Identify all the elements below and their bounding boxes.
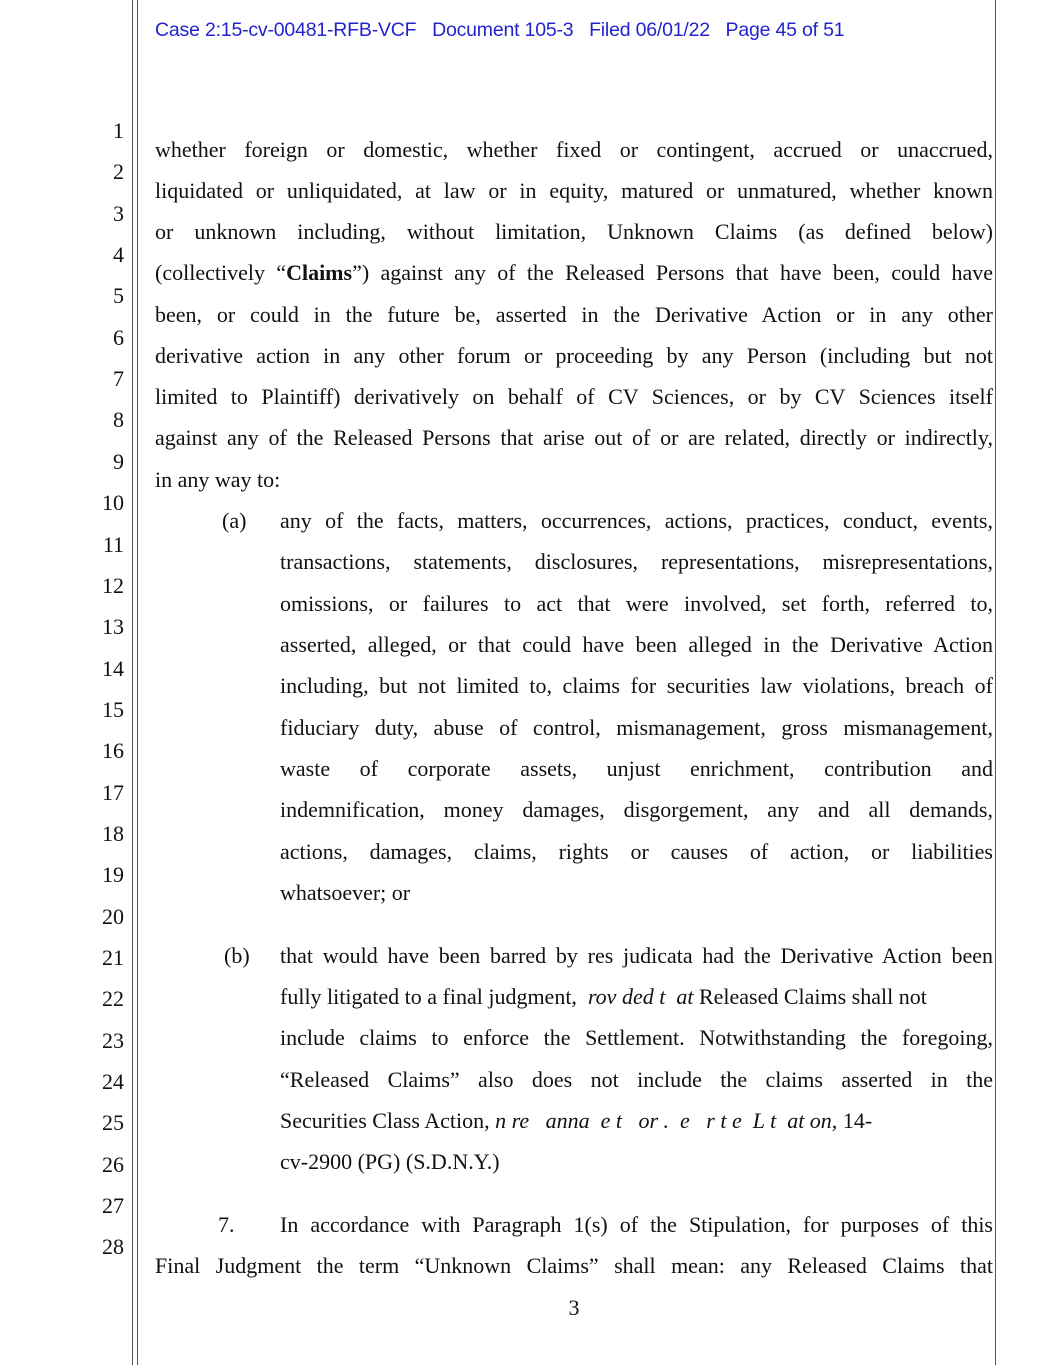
- text: 14-: [837, 1108, 873, 1133]
- line-number: 3: [113, 200, 124, 226]
- body-line: against any of the Released Persons that arise out of or are related, directly or indirectly,: [155, 425, 993, 450]
- line-number: 21: [102, 945, 124, 970]
- item-a-line: indemnification, money damages, disgorgement, any and all demands,: [280, 797, 993, 823]
- line-number: 4: [113, 242, 124, 268]
- body-line: limited to Plaintiff) derivatively on behalf of CV Sciences, or by CV Sciences itself: [155, 384, 993, 409]
- line-number: 9: [113, 448, 124, 474]
- item-b-line: cv-2900 (PG) (S.D.N.Y.): [280, 1149, 500, 1174]
- line-number: 25: [102, 1110, 124, 1136]
- body-line: [155, 258, 993, 288]
- line-number: 26: [102, 1151, 124, 1177]
- item-a-line: fiduciary duty, abuse of control, mismanagement, gross mismanagement,: [280, 714, 993, 740]
- page-number: 3: [568, 1295, 580, 1320]
- item-b-line: “Released Claims” also does not include the claims asserted in the: [280, 1067, 993, 1092]
- line-number: 23: [102, 1027, 124, 1053]
- item-b-label: (b): [224, 943, 250, 968]
- line-number: 7: [113, 366, 124, 392]
- line-number: 2: [113, 159, 124, 185]
- line-number: 12: [102, 572, 124, 598]
- line-number: 5: [113, 283, 124, 309]
- item-b-line: that would have been barred by res judicata had the Derivative Action been: [280, 943, 993, 968]
- line-number: 16: [102, 738, 124, 764]
- case-citation: n re anna e t or . e r t e L t at on,: [495, 1108, 838, 1133]
- body-line: whether foreign or domestic, whether fixed or contingent, accrued or unaccrued,: [155, 137, 993, 162]
- item-b-line: [280, 982, 993, 1012]
- left-margin-rule-outer: [132, 0, 133, 1365]
- left-margin-rule-inner: [137, 0, 138, 1365]
- line-number: 24: [102, 1069, 124, 1095]
- case-number: Case 2:15-cv-00481-RFB-VCF: [155, 19, 417, 41]
- item-a-line: any of the facts, matters, occurrences, actions, practices, conduct, events,: [280, 508, 993, 533]
- item-a-line: waste of corporate assets, unjust enrichment, contribution and: [280, 756, 993, 782]
- line-number: 11: [102, 531, 124, 557]
- item-a-line: asserted, alleged, or that could have been alleged in the Derivative Action: [280, 632, 993, 658]
- paragraph-7-line: In accordance with Paragraph 1(s) of the Stipulation, for purposes of this: [280, 1212, 993, 1237]
- text: ”) against any of the Released Persons that have been, could have: [352, 260, 993, 285]
- line-number: 27: [102, 1193, 124, 1219]
- line-number: 18: [102, 820, 124, 846]
- item-a-line: omissions, or failures to act that were involved, set forth, referred to,: [280, 590, 993, 616]
- right-margin-rule: [995, 0, 996, 1365]
- line-number: 20: [102, 903, 124, 929]
- text: fully litigated to a final judgment,: [280, 984, 583, 1009]
- body-line: derivative action in any other forum or proceeding by any Person (including but not: [155, 343, 993, 368]
- text: Released Claims shall not: [693, 984, 927, 1009]
- line-number: 22: [102, 986, 124, 1012]
- item-a-line: actions, damages, claims, rights or causes of action, or liabilities: [280, 838, 993, 864]
- line-number: 28: [102, 1234, 124, 1260]
- item-a-label: (a): [222, 508, 247, 533]
- line-number: 10: [102, 490, 124, 516]
- body-line: or unknown including, without limitation, Unknown Claims (as defined below): [155, 219, 993, 244]
- body-line: in any way to:: [155, 467, 281, 492]
- item-b-line: [280, 1106, 993, 1136]
- document-number: Document 105-3: [432, 19, 574, 41]
- body-line: been, or could in the future be, asserted in the Derivative Action or in any other: [155, 302, 993, 327]
- ecf-header: [155, 19, 844, 42]
- item-a-line: transactions, statements, disclosures, representations, misrepresentations,: [280, 549, 993, 575]
- line-number: 8: [113, 407, 124, 433]
- body-line: liquidated or unliquidated, at law or in equity, matured or unmatured, whether known: [155, 178, 993, 203]
- line-number: 6: [113, 324, 124, 350]
- italic-text: rov ded t at: [582, 984, 694, 1009]
- line-number: 13: [102, 614, 124, 640]
- line-number: 14: [102, 655, 124, 681]
- defined-term-claims: Claims: [286, 260, 353, 285]
- paragraph-7-line: Final Judgment the term “Unknown Claims” shall mean: any Released Claims that: [155, 1253, 993, 1278]
- line-number: 1: [113, 118, 124, 143]
- item-a-line: whatsoever; or: [280, 880, 411, 906]
- item-a-line: including, but not limited to, claims for securities law violations, breach of: [280, 673, 993, 699]
- page-count: Page 45 of 51: [725, 19, 845, 41]
- text: (collectively “: [155, 260, 287, 285]
- item-b-line: include claims to enforce the Settlement. Notwithstanding the foregoing,: [280, 1025, 993, 1050]
- line-number: 19: [102, 862, 124, 888]
- text: Securities Class Action,: [280, 1108, 496, 1133]
- line-number: 15: [102, 696, 124, 722]
- paragraph-7-number: 7.: [218, 1212, 235, 1237]
- filed-date: Filed 06/01/22: [589, 19, 710, 41]
- line-number: 17: [102, 779, 124, 805]
